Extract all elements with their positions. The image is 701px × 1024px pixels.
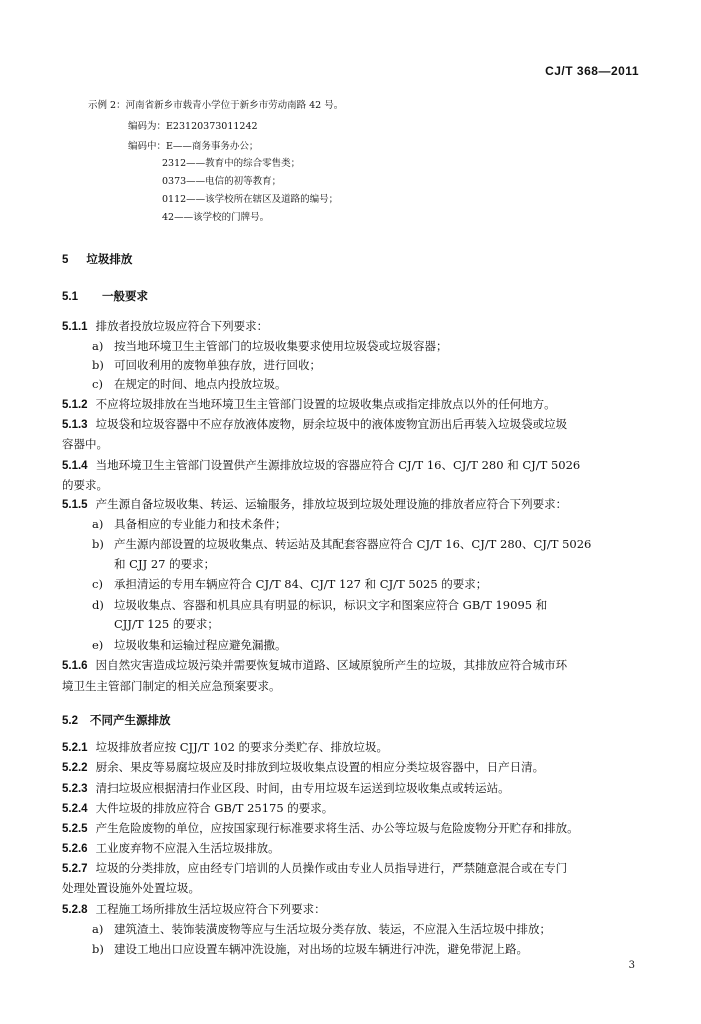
clause-continuation: 容器中。 xyxy=(62,437,108,451)
list-item xyxy=(92,922,551,936)
list-item xyxy=(92,517,287,531)
list-item xyxy=(92,577,487,591)
section-title: 垃圾排放 xyxy=(86,252,133,266)
list-text: 垃圾收集和运输过程应避免漏撒。 xyxy=(114,638,287,652)
clause-text: 清扫垃圾应根据清扫作业区段、时间，由专用垃圾车运送到垃圾收集点或转运站。 xyxy=(95,781,510,795)
list-item xyxy=(92,537,591,551)
list-marker: c) xyxy=(92,377,103,391)
list-item-continuation: CJJ/T 125 的要求； xyxy=(114,617,219,631)
subsection-heading xyxy=(62,713,171,728)
list-item xyxy=(92,638,287,652)
clause xyxy=(62,841,280,856)
page-number: 3 xyxy=(628,960,635,971)
clause xyxy=(62,861,567,876)
clause-text: 当地环境卫生主管部门设置供产生源排放垃圾的容器应符合 CJ/T 16、CJ/T 280 和 CJ/T 5026 xyxy=(95,458,581,472)
subsection-title: 不同产生源排放 xyxy=(90,713,171,727)
clause-number: 5.1.6 xyxy=(62,660,88,672)
clause-continuation: 的要求。 xyxy=(62,478,108,492)
list-marker: a) xyxy=(92,922,104,936)
clause-continuation: 处理处置设施外处置垃圾。 xyxy=(62,881,200,895)
list-text: 在规定的时间、地点内投放垃圾。 xyxy=(114,377,287,391)
list-item xyxy=(92,377,287,391)
clause xyxy=(62,497,567,512)
example-line: 编码为：E23120373011242 xyxy=(128,121,258,132)
list-text: 产生源内部设置的垃圾收集点、转运站及其配套容器应符合 CJ/T 16、CJ/T 280、CJ/T 5026 xyxy=(114,537,592,551)
clause-text: 工程施工场所排放生活垃圾应符合下列要求： xyxy=(95,902,326,916)
list-marker: a) xyxy=(92,339,104,353)
list-marker: b) xyxy=(92,358,104,372)
clause-number: 5.2.3 xyxy=(62,783,88,795)
subsection-heading xyxy=(62,289,148,304)
example-line: 0373——电信的初等教育； xyxy=(162,176,282,187)
clause-text: 不应将垃圾排放在当地环境卫生主管部门设置的垃圾收集点或指定排放点以外的任何地方。 xyxy=(95,397,556,411)
list-item xyxy=(92,942,528,956)
clause-text: 工业废弃物不应混入生活垃圾排放。 xyxy=(95,841,280,855)
clause-number: 5.2.7 xyxy=(62,863,88,875)
clause xyxy=(62,902,326,917)
clause-number: 5.2.8 xyxy=(62,904,88,916)
list-marker: d) xyxy=(92,598,104,612)
clause-text: 大件垃圾的排放应符合 GB/T 25175 的要求。 xyxy=(95,801,334,815)
list-marker: b) xyxy=(92,942,104,956)
clause xyxy=(62,821,579,836)
example-line: 0112——该学校所在辖区及道路的编号； xyxy=(162,194,339,205)
clause xyxy=(62,801,333,816)
clause xyxy=(62,417,567,432)
clause-number: 5.1.3 xyxy=(62,419,88,431)
section-heading xyxy=(62,252,132,267)
clause xyxy=(62,781,510,796)
list-item-continuation: 和 CJJ 27 的要求； xyxy=(114,557,216,571)
clause-number: 5.1.5 xyxy=(62,499,88,511)
clause-number: 5.2.2 xyxy=(62,762,88,774)
list-text: 具备相应的专业能力和技术条件； xyxy=(114,517,287,531)
example-line: 示例 2：河南省新乡市载青小学位于新乡市劳动南路 42 号。 xyxy=(88,100,344,111)
example-line: 42——该学校的门牌号。 xyxy=(162,212,270,223)
subsection-number: 5.2 xyxy=(62,715,78,727)
clause-number: 5.1.1 xyxy=(62,321,88,333)
list-marker: c) xyxy=(92,577,103,591)
list-marker: a) xyxy=(92,517,104,531)
clause xyxy=(62,397,556,412)
clause-number: 5.2.6 xyxy=(62,843,88,855)
list-marker: e) xyxy=(92,638,104,652)
section-number: 5 xyxy=(62,254,69,266)
list-text: 垃圾收集点、容器和机具应具有明显的标识，标识文字和图案应符合 GB/T 19095 和 xyxy=(114,598,548,612)
list-text: 可回收利用的废物单独存放，进行回收； xyxy=(114,358,321,372)
clause-text: 排放者投放垃圾应符合下列要求： xyxy=(95,319,269,333)
clause-text: 厨余、果皮等易腐垃圾应及时排放到垃圾收集点设置的相应分类垃圾容器中，日产日清。 xyxy=(95,760,545,774)
clause-number: 5.2.1 xyxy=(62,742,88,754)
subsection-title: 一般要求 xyxy=(102,289,148,303)
subsection-number: 5.1 xyxy=(62,291,78,303)
clause-text: 垃圾袋和垃圾容器中不应存放液体废物，厨余垃圾中的液体废物宜沥出后再装入垃圾袋或垃圾 xyxy=(95,417,568,431)
clause-number: 5.1.2 xyxy=(62,399,88,411)
clause xyxy=(62,458,580,473)
clause-number: 5.1.4 xyxy=(62,460,88,472)
clause-continuation: 境卫生主管部门制定的相关应急预案要求。 xyxy=(62,679,281,693)
list-marker: b) xyxy=(92,537,104,551)
list-item xyxy=(92,339,448,353)
list-item xyxy=(92,358,321,372)
clause-text: 垃圾排放者应按 CJJ/T 102 的要求分类贮存、排放垃圾。 xyxy=(95,740,389,754)
list-text: 建筑渣土、装饰装潢废物等应与生活垃圾分类存放、装运，不应混入生活垃圾中排放； xyxy=(114,922,551,936)
list-item xyxy=(92,598,547,612)
clause-text: 产生源自备垃圾收集、转运、运输服务，排放垃圾到垃圾处理设施的排放者应符合下列要求： xyxy=(95,497,568,511)
example-line: 2312——教育中的综合零售类； xyxy=(162,158,301,169)
clause-number: 5.2.5 xyxy=(62,823,88,835)
clause xyxy=(62,740,388,755)
clause xyxy=(62,319,268,334)
clause xyxy=(62,760,544,775)
clause-text: 产生危险废物的单位，应按国家现行标准要求将生活、办公等垃圾与危险废物分开贮存和排放。 xyxy=(95,821,579,835)
list-text: 建设工地出口应设置车辆冲洗设施，对出场的垃圾车辆进行冲洗，避免带泥上路。 xyxy=(114,942,528,956)
clause xyxy=(62,658,567,673)
example-line: 编码中：E——商务事务办公； xyxy=(128,141,259,152)
list-text: 按当地环境卫生主管部门的垃圾收集要求使用垃圾袋或垃圾容器； xyxy=(114,339,448,353)
clause-number: 5.2.4 xyxy=(62,803,88,815)
clause-text: 因自然灾害造成垃圾污染并需要恢复城市道路、区域原貌所产生的垃圾，其排放应符合城市环 xyxy=(95,658,568,672)
standard-code: CJ/T 368—2011 xyxy=(545,64,639,78)
clause-text: 垃圾的分类排放，应由经专门培训的人员操作或由专业人员指导进行，严禁随意混合或在专门 xyxy=(95,861,568,875)
list-text: 承担清运的专用车辆应符合 CJ/T 84、CJ/T 127 和 CJ/T 5025 的要求； xyxy=(114,577,488,591)
